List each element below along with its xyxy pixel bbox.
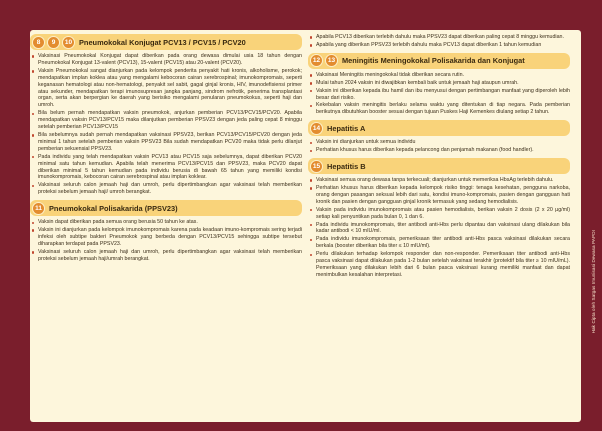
bullet-item: Vaksinasi seluruh calon jemaah haji dan umroh, perlu dipertimbangkan agar vaksinasi telah memberikan proteksi sebelum jemaah haji/ umroh berangkat. (30, 182, 302, 196)
bullet-item: Apabila yang diberikan PPSV23 terlebih dahulu maka PCV13 dapat diberikan 1 tahun kemudian (308, 42, 570, 49)
bullet-item: Vaksinasi Meningitis meningokokal tidak diberikan secara rutin. (308, 72, 570, 79)
right-column (308, 34, 570, 283)
bullet-item: Bila sebelumnya sudah pernah mendapatkan vaksinasi PPSV23, berikan PCV13/PCV15/PCV20 dengan jeda minimal 1 tahun setelah pemberian vaksin PPSV23 Bila sudah mendapatkan PCV20 maka tidak perlu dilanjut pemberian sekuensial PPSV23. (30, 132, 302, 153)
bullet-item: Perlu dilakukan terhadap kelompok responder dan non-responder. Pemeriksaan titer antibodi anti-Hbs pasca vaksinasi dapat dilakukan pada 1-2 bulan setelah vaksinasi terakhir (protektif bila titer ≥ 10 mIU/mL). Pemeriksaan yang dilakukan lebih dari 6 bulan pasca vaksinasi kurang memiliki manfaat dan dapat menimbulkan kesalahan interpretasi. (308, 251, 570, 279)
bullet-list (308, 139, 570, 154)
section-header (30, 200, 302, 216)
bullet-list (308, 177, 570, 279)
bullet-item: Perhatian khusus harus diberikan kepada kelompok risiko tinggi: tenaga kesehatan, pengguna narkoba, orang dengan pasangan seksual lebih dari satu, kondisi imuno-kompromais, pasien dengan gangguan hati kronik dan pasien dengan gangguan ginjal kronik termasuk yang sedang hemodialisis. (308, 185, 570, 206)
bullet-list (30, 219, 302, 262)
bullet-item: Kekebalan vaksin meningitis berlaku selama waktu yang ditentukan di tiap negara. Pada pemberian berikutnya dibutuhkan booster sesuai dengan tujuan Puskes Haji Kemenkes diulang setiap 2 tahun. (308, 102, 570, 116)
bullet-item: Pada individu imunokompromais, titer antibodi anti-Hbs perlu dipantau dan vaksinasi ulang dilakukan bila kadar antibodi < 10 mIU/ml. (308, 222, 570, 236)
bullet-item: Pada individu imunokompromais, pemeriksaan titer antibodi anti-Hbs pasca vaksinasi dilakukan secara berkala (booster diberikan bila titer ≤ 10 mIU/ml). (308, 236, 570, 250)
vaccine-section (308, 34, 570, 49)
section-header (308, 53, 570, 69)
vaccine-section (30, 34, 302, 196)
bullet-item: Perhatian khusus harus diberikan kepada pelancong dan penjamah makanan (food handler). (308, 147, 570, 154)
bullet-item: Pada individu yang telah mendapatkan vaksin PCV13 atau PCV15 saja sebelumnya, dapat diberikan PCV20 minimal satu tahun kemudian. Apabila telah menerima PCV13/PCV15 dan PPSV23, maka PCV20 dapat diberikan minimal 5 tahun kemudian pada individu berusia di bawah 65 tahun yang memiliki kondisi imunokompromais, kebocoran cairan serebrospinal atau implan koklear. (30, 154, 302, 182)
section-number-badge: 11 (32, 202, 45, 215)
section-title: Hepatitis A (327, 123, 366, 133)
bullet-item: Vaksin dapat diberikan pada semua orang berusia 50 tahun ke atas. (30, 219, 302, 226)
vaccine-section (308, 120, 570, 154)
bullet-item: Vaksinasi semua orang dewasa tanpa terkecuali; dianjurkan untuk memeriksa HbsAg terlebih dahulu. (308, 177, 570, 184)
copyright-side-text: Hak Cipta oleh Satgas Imunisasi Dewasa PAPDI (591, 230, 596, 334)
vaccine-section (308, 53, 570, 116)
section-number-badge: 8 (32, 36, 45, 49)
bullet-item: Vaksin Pneumokokal sangat dianjurkan pada kelompok penderita penyakit hati kronis, alkoholisme, perokok; mendapatkan implan koklea atau yang mengalami kebocoran cairan serebrospinal; imunokompromais, seperti keganasan hematologi atau non-hematologi, penyakit sel sabit, gagal ginjal kronis, HIV, imunodefisiensi primer atau sekunder, mendapatkan terapi imunosupresan jangka panjang, sindrom nefrotik, penerima transplantasi organ, serta akan berpergian ke daerah yang berisiko mengalami penularan pneumokokus, seperti haji dan umroh. (30, 68, 302, 109)
left-column (30, 34, 302, 267)
section-number-badge: 13 (325, 54, 338, 67)
vaccine-section (308, 158, 570, 279)
section-title: Pneumokokal Konjugat PCV13 / PCV15 / PCV20 (79, 37, 246, 47)
section-title: Pneumokokal Polisakarida (PPSV23) (49, 203, 178, 213)
bullet-item: Vaksin pada individu imunokompromais atau pasien hemodialisis, berikan vaksin 2 dosis (2 x 20 µg/ml) setiap kali penyuntikan pada bulan 0, 1 dan 6. (308, 207, 570, 221)
section-title: Hepatitis B (327, 161, 366, 171)
section-number-badge: 15 (310, 160, 323, 173)
bullet-item: Vaksinasi seluruh calon jemaah haji dan umroh, perlu dipertimbangkan agar vaksinasi telah memberikan proteksi sebelum jemaah haji/umrah berangkat. (30, 249, 302, 263)
section-header (30, 34, 302, 50)
bullet-item: Apabila PCV13 diberikan terlebih dahulu maka PPSV23 dapat diberikan paling cepat 8 minggu kemudian. (308, 34, 570, 41)
bullet-item: Bila belum pernah mendapatkan vaksin pneumokok, anjurkan pemberian PCV13/PCV15/PCV20. Apabila mendapatkan vaksin PCV13/PCV15 maka dilanjutkan pemberian PPSV23 dengan jeda paling cepat 8 minggu setelah pemberian PCV13/PCV15 (30, 110, 302, 131)
section-number-badge: 12 (310, 54, 323, 67)
bullet-list (308, 72, 570, 116)
bullet-list (308, 34, 570, 49)
section-number-badge: 9 (47, 36, 60, 49)
bullet-item: Mulai tahun 2024 vaksin ini diwajibkan kembali baik untuk jemaah haji ataupun umrah. (308, 80, 570, 87)
bullet-item: Vaksin ini dianjurkan untuk semua individu (308, 139, 570, 146)
section-number-badge: 14 (310, 122, 323, 135)
bullet-list (30, 53, 302, 196)
section-header (308, 158, 570, 174)
bullet-item: Vaksinasi Pneumokokal Konjugat dapat diberikan pada orang dewasa dimulai usia 18 tahun dengan Pneumokokal Konjugat 13-valent (PCV13), 15-valent (PCV15) atau 20-valent (PCV20). (30, 53, 302, 67)
section-number-badge: 10 (62, 36, 75, 49)
section-header (308, 120, 570, 136)
vaccine-section (30, 200, 302, 262)
bullet-item: Vaksin ini diberikan kepada ibu hamil dan ibu menyusui dengan pertimbangan manfaat yang diperoleh lebih besar dari risiko. (308, 88, 570, 102)
section-title: Meningitis Meningokokal Polisakarida dan Konjugat (342, 56, 525, 66)
bullet-item: Vaksin ini dianjurkan pada kelompok imunokompromais karena pada keadaan imuno-kompromais sering terjadi infeksi oleh subtipe bakteri Pneumokok yang berbeda dengan PCV13/PCV15 sehingga subtipe tersebut diharapkan terdapat pada PPSV23. (30, 227, 302, 248)
